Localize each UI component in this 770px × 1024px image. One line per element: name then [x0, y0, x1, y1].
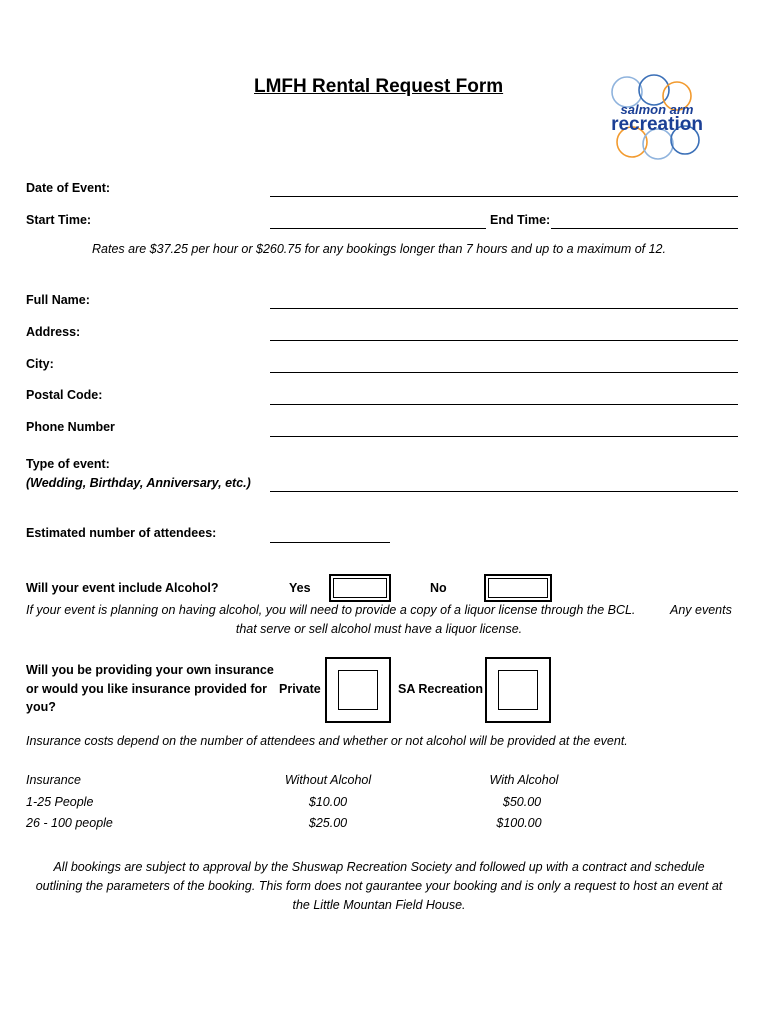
end-time-field[interactable]	[551, 228, 738, 229]
start-time-label: Start Time:	[26, 213, 92, 227]
logo-text-top: salmon arm	[620, 102, 694, 117]
salmon-arm-recreation-logo	[582, 74, 732, 164]
insurance-costs-note: Insurance costs depend on the number of attendees and whether or not alcohol will be provided at the event.	[26, 734, 628, 748]
start-time-field[interactable]	[270, 228, 486, 229]
alcohol-question: Will your event include Alcohol?	[26, 581, 219, 595]
end-time-label: End Time:	[490, 213, 551, 227]
table-header-without-alcohol: Without Alcohol	[284, 773, 372, 787]
footer-line1: All bookings are subject to approval by the Shuswap Recreation Society and followed up with a contract and schedule	[53, 860, 705, 874]
table-row-2-label: 26 - 100 people	[26, 816, 113, 830]
page-title: LMFH Rental Request Form	[254, 76, 504, 97]
alcohol-yes-checkbox[interactable]	[329, 574, 391, 602]
attendees-field[interactable]	[270, 542, 390, 543]
table-row-1-with: $50.00	[502, 795, 542, 809]
city-label: City:	[26, 357, 54, 371]
alcohol-note-line1: If your event is planning on having alcohol, you will need to provide a copy of a liquor license through the BCL.	[26, 603, 636, 617]
table-header-insurance: Insurance	[26, 773, 81, 787]
address-label: Address:	[26, 325, 81, 339]
type-of-event-label: Type of event:	[26, 457, 110, 471]
table-header-with-alcohol: With Alcohol	[489, 773, 559, 787]
full-name-field[interactable]	[270, 308, 738, 309]
postal-code-label: Postal Code:	[26, 388, 103, 402]
table-row-2-without: $25.00	[308, 816, 348, 830]
type-of-event-field[interactable]	[270, 491, 738, 492]
alcohol-yes-label: Yes	[289, 581, 311, 595]
footer-line3: the Little Mountan Field House.	[292, 898, 466, 912]
insurance-question-line1: Will you be providing your own insurance	[26, 663, 274, 677]
phone-number-field[interactable]	[270, 436, 738, 437]
full-name-label: Full Name:	[26, 293, 90, 307]
type-of-event-hint: (Wedding, Birthday, Anniversary, etc.)	[26, 476, 251, 490]
city-field[interactable]	[270, 372, 738, 373]
alcohol-note-line2: that serve or sell alcohol must have a liquor license.	[235, 622, 523, 636]
insurance-sa-recreation-label: SA Recreation	[398, 682, 483, 696]
attendees-label: Estimated number of attendees:	[26, 526, 217, 540]
table-row-1-label: 1-25 People	[26, 795, 94, 809]
rates-note: Rates are $37.25 per hour or $260.75 for any bookings longer than 7 hours and up to a maximum of 12.	[92, 242, 666, 256]
insurance-question-line3: you?	[26, 700, 56, 714]
date-of-event-label: Date of Event:	[26, 181, 111, 195]
logo-text-bottom: recreation	[611, 114, 703, 135]
footer-line2: outlining the parameters of the booking. This form does not gaurantee your booking and is only a request to host an event at	[35, 879, 723, 893]
insurance-question-line2: or would you like insurance provided for	[26, 682, 268, 696]
insurance-private-checkbox[interactable]	[325, 657, 391, 723]
insurance-private-label: Private	[279, 682, 321, 696]
logo-rings-graphic	[582, 74, 732, 164]
date-of-event-field[interactable]	[270, 196, 738, 197]
table-row-2-with: $100.00	[496, 816, 542, 830]
alcohol-no-label: No	[430, 581, 447, 595]
alcohol-note-any-events: Any events	[670, 603, 732, 617]
address-field[interactable]	[270, 340, 738, 341]
insurance-sa-recreation-checkbox[interactable]	[485, 657, 551, 723]
phone-number-label: Phone Number	[26, 420, 115, 434]
alcohol-no-checkbox[interactable]	[484, 574, 552, 602]
table-row-1-without: $10.00	[308, 795, 348, 809]
postal-code-field[interactable]	[270, 404, 738, 405]
